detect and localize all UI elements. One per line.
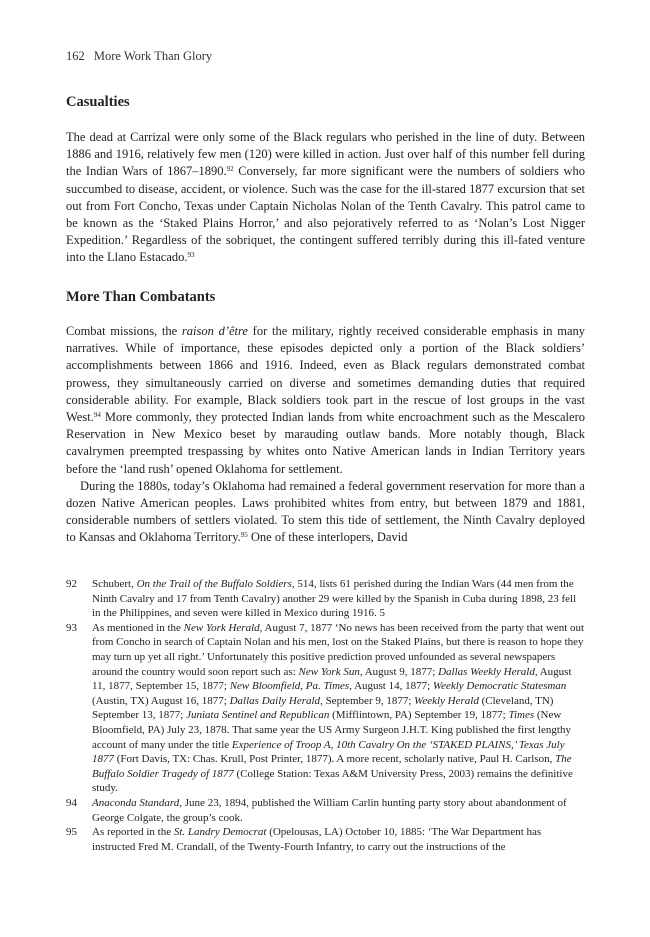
running-header (66, 49, 212, 64)
section-body-casualties (66, 129, 585, 267)
footnote-ref: 92 (226, 165, 234, 174)
paragraph: Combat missions, the raison d’être for the military, rightly received considerable emphasis in many narratives. While of importance, these episodes depicted only a portion of the Black soldiers’ accomplishments between 1866 and 1916. Indeed, even as Black regulars demonstrated combat prowess, they simultaneously carried on diverse and sometimes demanding duties that required considerable ability. For example, Black soldiers took part in the rescue of lost groups in the vast West.$^{94}$ More commonly, they protected Indian lands from white encroachment such as the Mescalero Reservation in New Mexico beset by marauding outlaw bands. More notably though, Black cavalrymen preempted trespassing by whites onto Native American lands in Indian Territory years before the ‘land rush’ opened Oklahoma for settlement. (66, 324, 586, 476)
footnote-number: 95 (66, 826, 77, 839)
footnote-93: 93 As mentioned in the New York Herald, August 7, 1877 ‘No news has been received from the party that went out from Concho in search of Captain Nolan and his men, lost on the Staked Plains, but there is reason to hope they may turn up yet all right.’ Unfortunately this positive prediction proved unfounded as several newspapers around the country would soon report such as: New York Sun, August 9, 1877; Dallas Weekly Herald, August 11, 1877, September 15, 1877; New Bloomfield, Pa. Times, August 14, 1877; Weekly Democratic Statesman (Austin, TX) August 16, 1877; Dallas Daily Herald, September 9, 1877; Weekly Herald (Cleveland, TN) September 13, 1877; Juniata Sentinel and Republican (Mifflintown, PA) September 19, 1877; Times (New Bloomfield, PA) July 23, 1878. That same year the US Army Surgeon J.H.T. King published the first lengthy account of many under the title Experience of Troop A, 10th Cavalry On the ‘STAKED PLAINS,’ Texas July 1877 (Fort Davis, TX: Chas. Krull, Post Printer, 1877). A more recent, scholarly native, Paul H. Carlson, The Buffalo Soldier Tragedy of 1877 (College Station: Texas A&M University Press, 2003) remains the definitive study. (66, 621, 585, 795)
footnote-number: 92 (66, 578, 77, 590)
footnote-94: 94 Anaconda Standard, June 23, 1894, published the William Carlin hunting party story about abandonment of George Colgate, the group’s cook. (66, 796, 567, 824)
footnote-number: 93 (66, 621, 77, 634)
footnotes (66, 577, 585, 854)
footnote-ref: 94 (93, 411, 101, 420)
section-body-more-than-combatants (66, 323, 585, 547)
footnote-ref: 93 (187, 251, 195, 260)
footnote-95: 95 As reported in the St. Landry Democrat (Opelousas, LA) October 10, 1885: ‘The War Department has instructed Fred M. Crandall, of the Twenty-Fourth Infantry, to carry out the instructions of the (66, 826, 542, 853)
paragraph: During the 1880s, today’s Oklahoma had remained a federal government reservation for more than a dozen Native American peoples. Laws prohibited whites from entry, but between 1879 and 1881, considerable numbers of settlers violated. To stem this tide of settlement, the Ninth Cavalry deployed to Kansas and Oklahoma Territory.$^{95}$ One of these interlopers, David (66, 478, 585, 545)
page-number: 162 (66, 49, 85, 63)
section-heading-more-than-combatants: More Than Combatants (66, 289, 216, 305)
paragraph: The dead at Carrizal were only some of the Black regulars who perished in the line of duty. Between 1886 and 1916, relatively few men (120) were killed in action. Just over half of this number fell during the Indian Wars of 1867–1890.92 Conversely, far more significant were the numbers of soldiers who succumbed to disease, accident, or violence. Such was the case for the ill-stared 1877 excursion that set out from Fort Concho, Texas under Captain Nicholas Nolan of the Tenth Cavalry. This patrol came to be known as the ‘Staked Plains Horror,’ and also pejoratively referred to as ‘Nolan’s Lost Nigger Expedition.’ Regardless of the sobriquet, the contingent suffered terribly during this ill-fated venture into the Llano Estacado.$^{93}$ (66, 130, 585, 265)
footnote-92: 92 Schubert, On the Trail of the Buffalo Soldiers, 514, lists 61 perished during the Indian Wars (44 men from the Ninth Cavalry and 17 from Tenth Cavalry) another 29 were killed by the Spanish in Cuba during 1898, 23 fell in the Philippines, and seven were killed in Mexico during 1916. 5 (66, 578, 577, 620)
section-heading-casualties: Casualties (66, 94, 130, 110)
running-title: More Work Than Glory (93, 49, 213, 63)
footnote-ref: 95 (240, 531, 248, 540)
footnote-number: 94 (66, 796, 77, 809)
